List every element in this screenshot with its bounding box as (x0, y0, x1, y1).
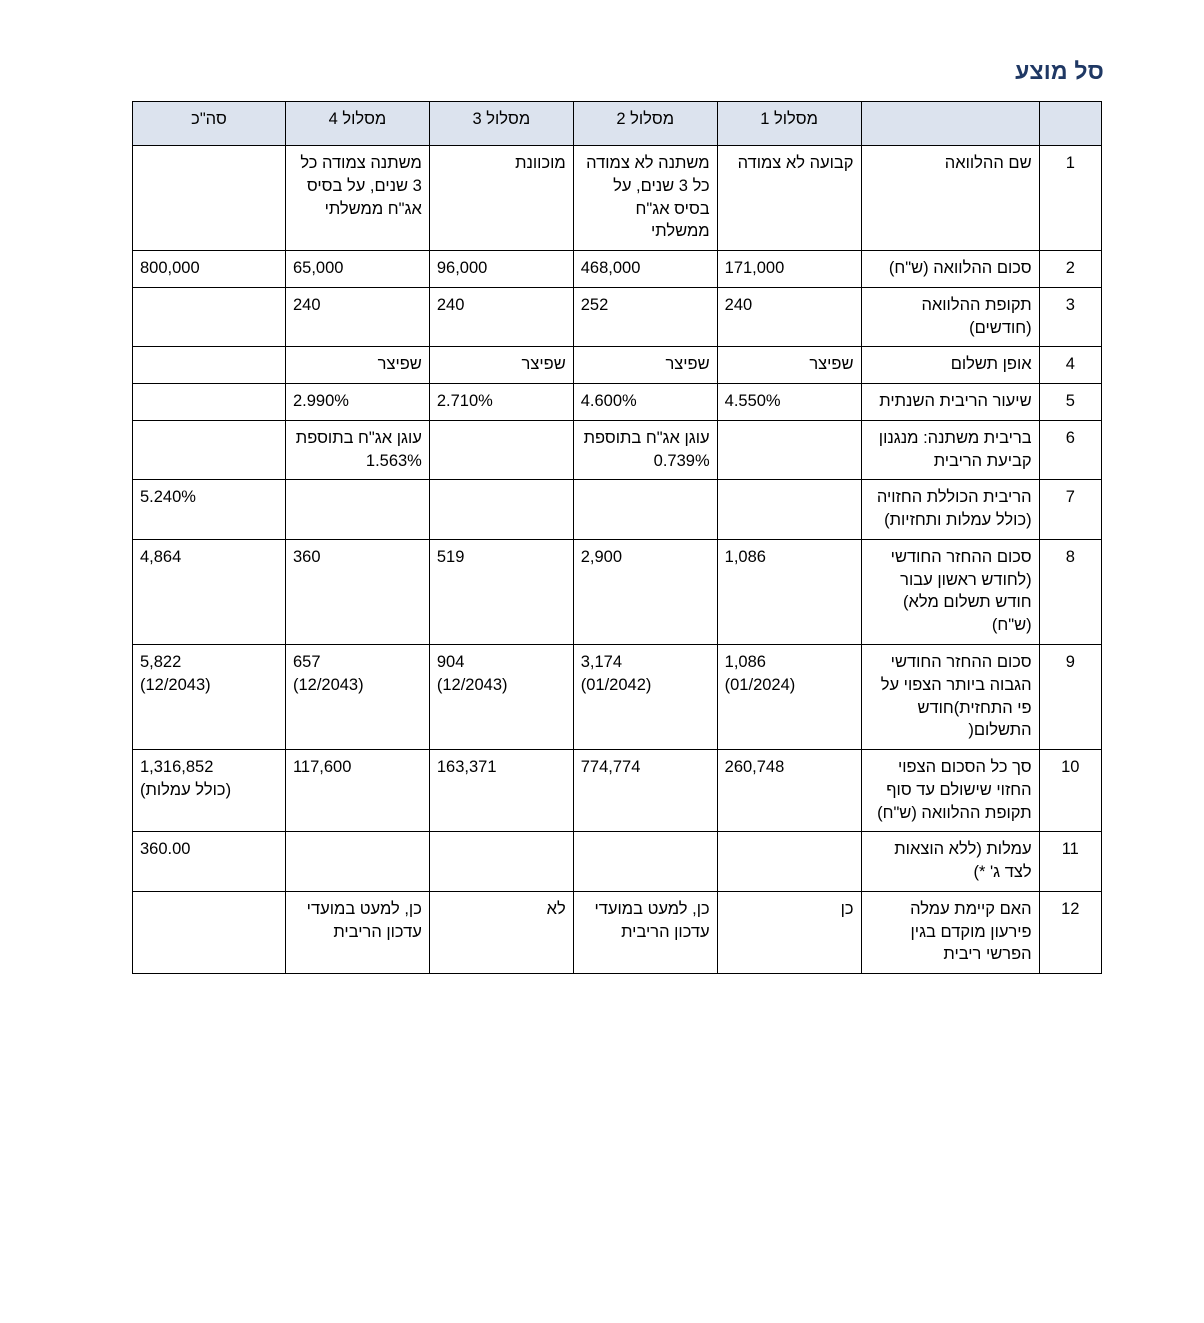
column-header-label (861, 102, 1039, 146)
cell-track-4: כן, למעט במועדי עדכון הריבית (285, 891, 429, 973)
cell-total (133, 347, 286, 384)
cell-track-1 (717, 832, 861, 892)
cell-track-3: שפיצר (429, 347, 573, 384)
loan-basket-table (132, 101, 1102, 974)
row-label: סכום ההלוואה (ש"ח) (861, 251, 1039, 288)
cell-track-3: 2.710% (429, 384, 573, 421)
column-header-track-2: מסלול 2 (573, 102, 717, 146)
cell-total: 1,316,852 (כולל עמלות) (133, 750, 286, 832)
cell-track-2: 774,774 (573, 750, 717, 832)
row-index: 11 (1039, 832, 1101, 892)
cell-track-1: 260,748 (717, 750, 861, 832)
table-row (133, 420, 1102, 480)
row-label: שם ההלוואה (861, 146, 1039, 251)
row-index: 9 (1039, 645, 1101, 750)
column-header-track-1: מסלול 1 (717, 102, 861, 146)
row-label: סך כל הסכום הצפוי החזוי שישולם עד סוף תקופת ההלוואה (ש"ח) (861, 750, 1039, 832)
row-index: 12 (1039, 891, 1101, 973)
table-row (133, 251, 1102, 288)
row-index: 10 (1039, 750, 1101, 832)
table-row (133, 146, 1102, 251)
row-label: האם קיימת עמלה פירעון מוקדם בגין הפרשי ריבית (861, 891, 1039, 973)
row-index: 1 (1039, 146, 1101, 251)
cell-total (133, 146, 286, 251)
table-row (133, 645, 1102, 750)
cell-track-1: 1,086 (717, 539, 861, 644)
row-index: 6 (1039, 420, 1101, 480)
cell-total: 800,000 (133, 251, 286, 288)
row-index: 7 (1039, 480, 1101, 540)
loan-basket-table-container (132, 101, 1102, 974)
cell-track-4: 657 (12/2043) (285, 645, 429, 750)
row-label: עמלות (ללא הוצאות לצד ג' *) (861, 832, 1039, 892)
table-row (133, 891, 1102, 973)
row-index: 5 (1039, 384, 1101, 421)
cell-track-4: משתנה צמודה כל 3 שנים, על בסיס אג"ח ממשלתי (285, 146, 429, 251)
row-index: 4 (1039, 347, 1101, 384)
table-row (133, 750, 1102, 832)
cell-track-4: עוגן אג"ח בתוספת 1.563% (285, 420, 429, 480)
row-index: 3 (1039, 287, 1101, 347)
cell-total: 360.00 (133, 832, 286, 892)
cell-track-4: שפיצר (285, 347, 429, 384)
cell-track-2: כן, למעט במועדי עדכון הריבית (573, 891, 717, 973)
table-row (133, 539, 1102, 644)
cell-track-1: 1,086 (01/2024) (717, 645, 861, 750)
cell-track-4: 117,600 (285, 750, 429, 832)
cell-track-2: משתנה לא צמודה כל 3 שנים, על בסיס אג"ח ממשלתי (573, 146, 717, 251)
cell-track-1: 4.550% (717, 384, 861, 421)
cell-track-3: 163,371 (429, 750, 573, 832)
cell-track-2: 468,000 (573, 251, 717, 288)
cell-track-4 (285, 832, 429, 892)
table-row (133, 347, 1102, 384)
cell-total: 5.240% (133, 480, 286, 540)
cell-track-3: 904 (12/2043) (429, 645, 573, 750)
row-label: סכום ההחזר החודשי הגבוה ביותר הצפוי על פי התחזית)חודש התשלום( (861, 645, 1039, 750)
cell-track-1 (717, 420, 861, 480)
cell-track-2: 252 (573, 287, 717, 347)
row-label: סכום ההחזר החודשי (לחודש ראשון עבור חודש תשלום מלא)(ש"ח) (861, 539, 1039, 644)
row-label: תקופת ההלוואה (חודשים) (861, 287, 1039, 347)
table-row (133, 832, 1102, 892)
cell-track-4: 65,000 (285, 251, 429, 288)
table-header (133, 102, 1102, 146)
row-label: אופן תשלום (861, 347, 1039, 384)
cell-track-1: קבועה לא צמודה (717, 146, 861, 251)
cell-track-3: לא (429, 891, 573, 973)
cell-track-3 (429, 480, 573, 540)
cell-track-1 (717, 480, 861, 540)
cell-total: 4,864 (133, 539, 286, 644)
row-index: 2 (1039, 251, 1101, 288)
cell-total (133, 420, 286, 480)
column-header-total: סה"כ (133, 102, 286, 146)
cell-total: 5,822 (12/2043) (133, 645, 286, 750)
cell-track-3: 519 (429, 539, 573, 644)
cell-total (133, 891, 286, 973)
cell-track-2: 3,174 (01/2042) (573, 645, 717, 750)
cell-track-4 (285, 480, 429, 540)
table-row (133, 384, 1102, 421)
cell-track-2 (573, 480, 717, 540)
cell-track-3 (429, 832, 573, 892)
page-title: סל מוצע (1015, 58, 1104, 84)
row-label: הריבית הכוללת החזויה (כולל עמלות ותחזיות) (861, 480, 1039, 540)
cell-track-1: 171,000 (717, 251, 861, 288)
cell-track-3: מוכוונת (429, 146, 573, 251)
cell-track-3: 96,000 (429, 251, 573, 288)
cell-total (133, 287, 286, 347)
cell-track-3 (429, 420, 573, 480)
cell-track-2: שפיצר (573, 347, 717, 384)
table-row (133, 287, 1102, 347)
cell-track-2: 4.600% (573, 384, 717, 421)
row-index: 8 (1039, 539, 1101, 644)
cell-total (133, 384, 286, 421)
cell-track-3: 240 (429, 287, 573, 347)
cell-track-1: כן (717, 891, 861, 973)
cell-track-1: 240 (717, 287, 861, 347)
cell-track-1: שפיצר (717, 347, 861, 384)
column-header-track-3: מסלול 3 (429, 102, 573, 146)
table-body (133, 146, 1102, 974)
table-row (133, 480, 1102, 540)
row-label: שיעור הריבית השנתית (861, 384, 1039, 421)
column-header-index (1039, 102, 1101, 146)
cell-track-4: 360 (285, 539, 429, 644)
cell-track-2: עוגן אג"ח בתוספת 0.739% (573, 420, 717, 480)
cell-track-2 (573, 832, 717, 892)
cell-track-4: 2.990% (285, 384, 429, 421)
table-header-row (133, 102, 1102, 146)
cell-track-2: 2,900 (573, 539, 717, 644)
row-label: בריבית משתנה: מנגנון קביעת הריבית (861, 420, 1039, 480)
column-header-track-4: מסלול 4 (285, 102, 429, 146)
cell-track-4: 240 (285, 287, 429, 347)
